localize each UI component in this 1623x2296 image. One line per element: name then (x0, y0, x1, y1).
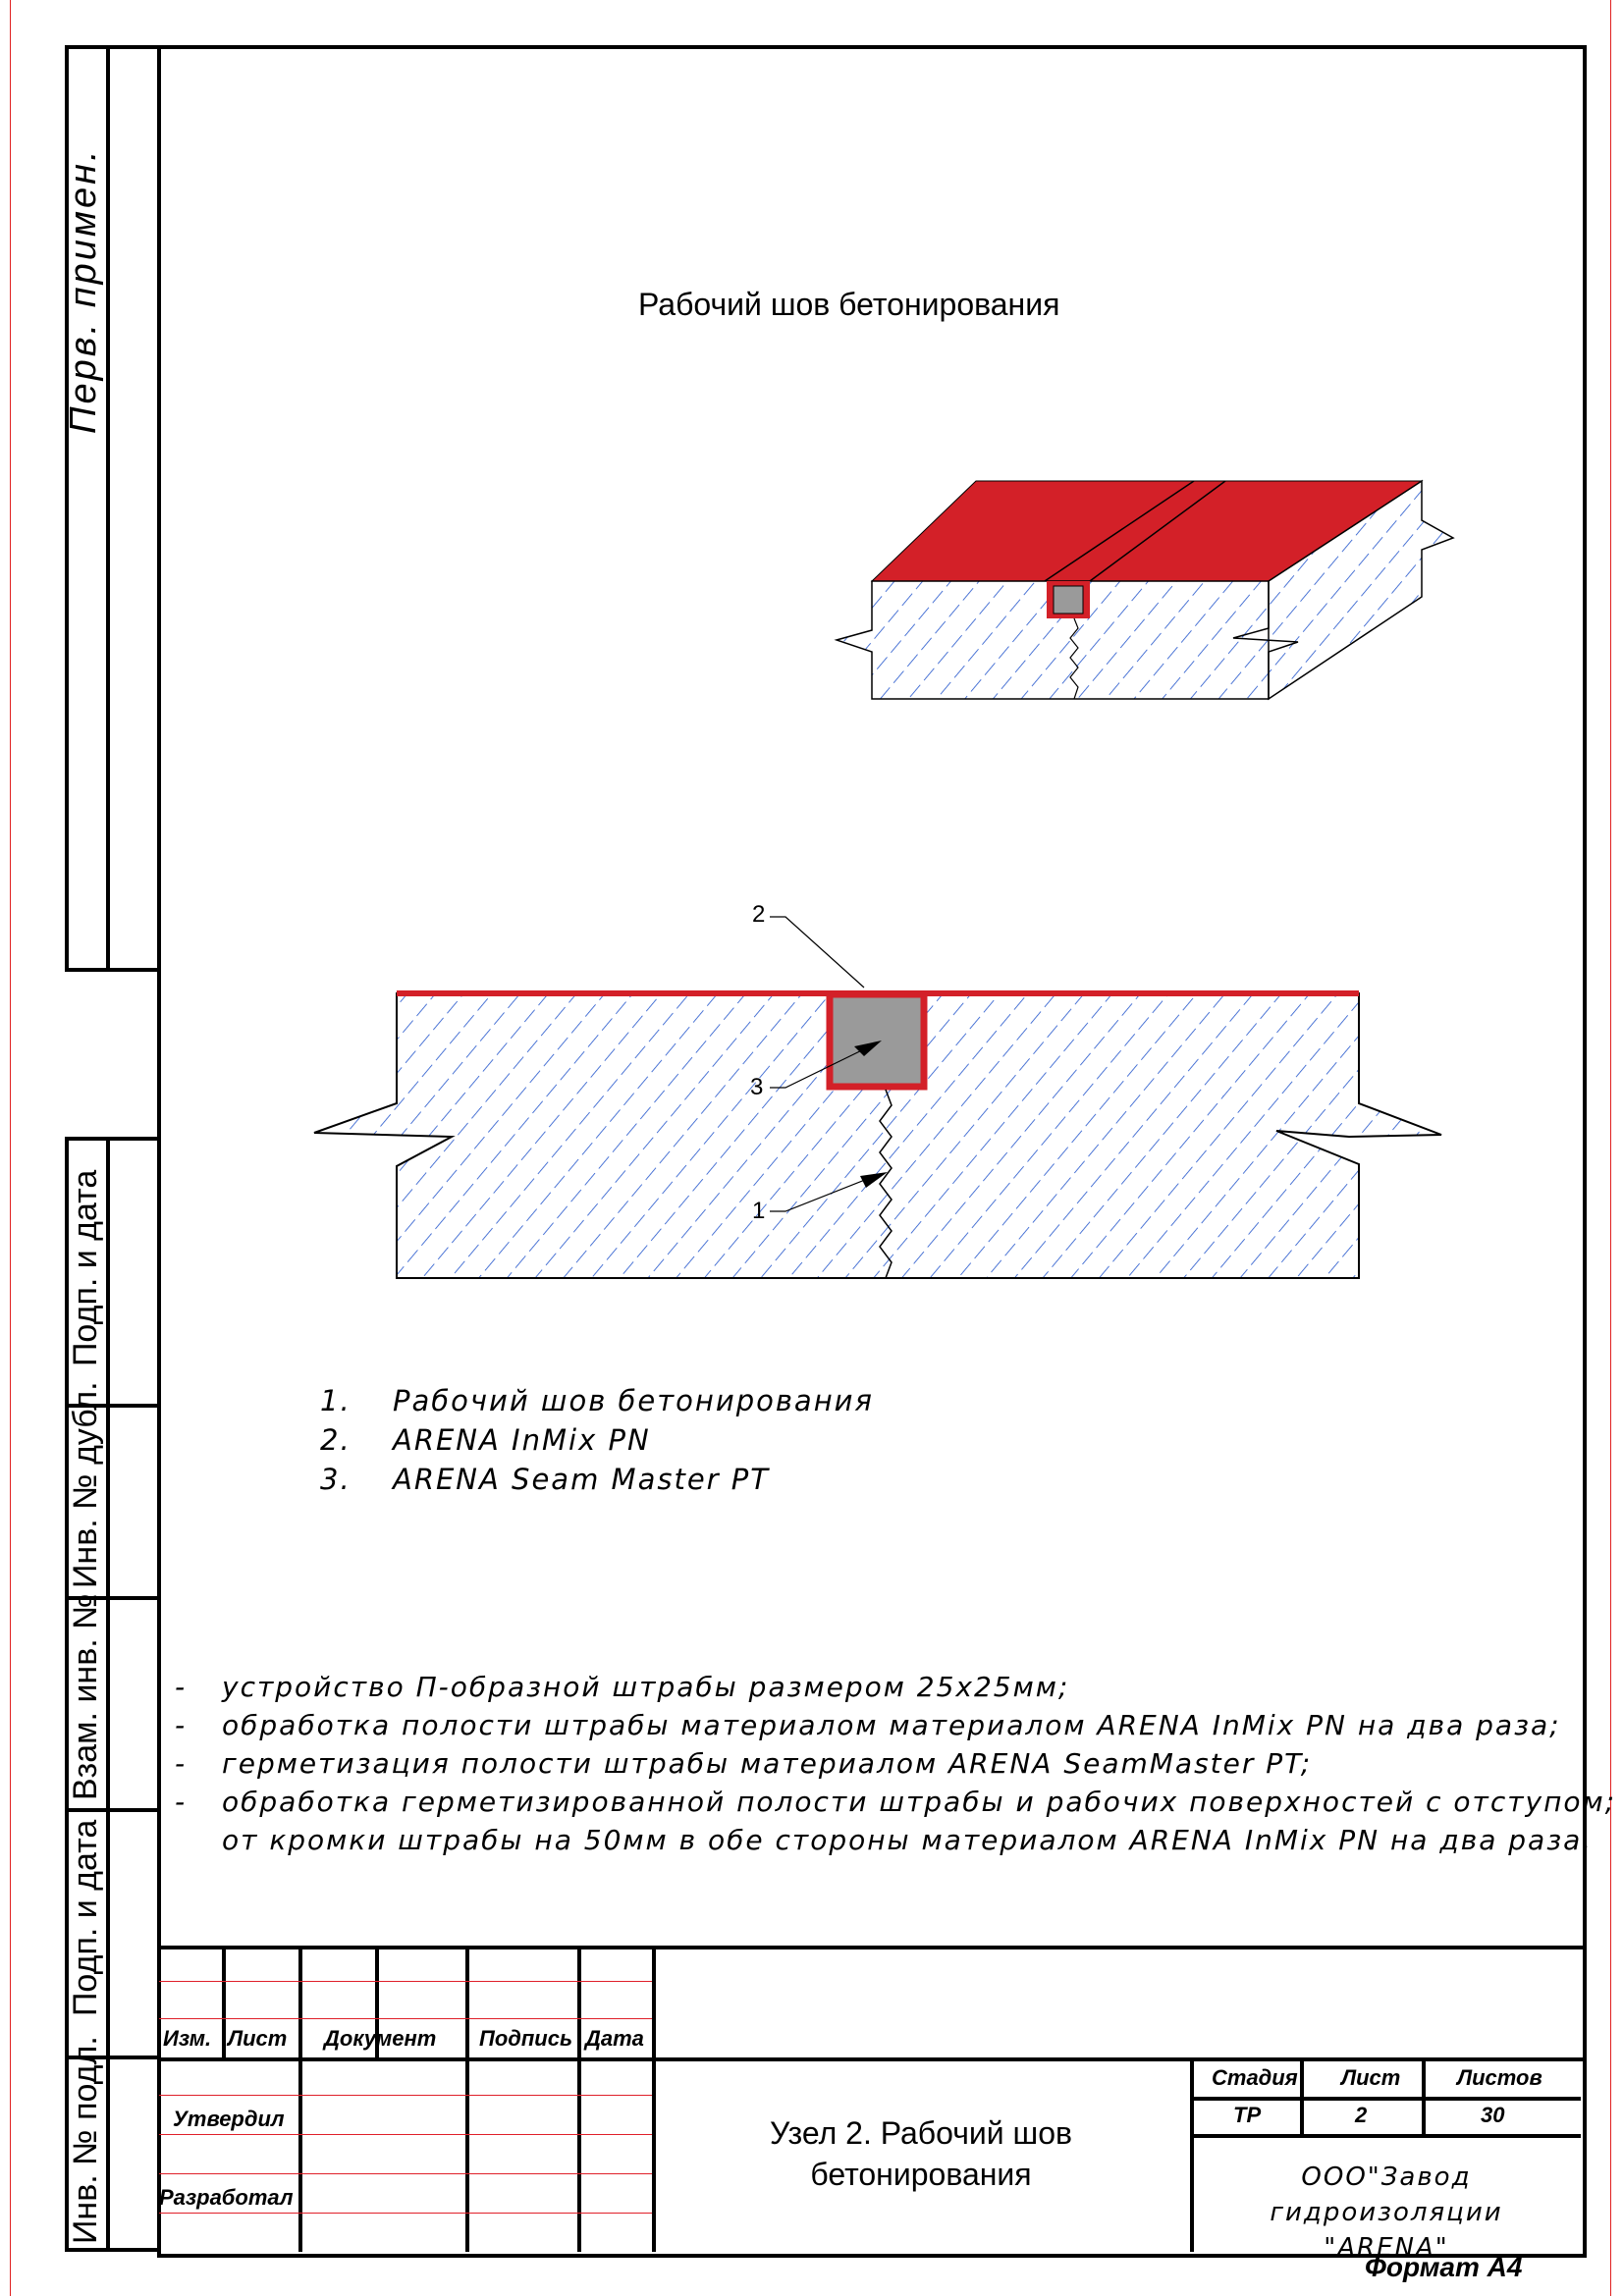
note-2 (175, 1709, 1561, 1741)
tb-company (1190, 2160, 1583, 2266)
note-dash: - (175, 1709, 188, 1741)
tb-stage-header: Стадия (1212, 2065, 1298, 2090)
side-label-podp-data-top: Подп. и дата (67, 1169, 104, 1366)
tb-stage-row-2 (1190, 2134, 1581, 2138)
iso-groove-sealant (1054, 586, 1083, 614)
tb-stage-row-1 (1190, 2097, 1581, 2101)
tb-role-razrabotal: Разработал (159, 2185, 294, 2210)
legend-text: Рабочий шов бетонирования (393, 1384, 874, 1417)
title-block-top (157, 1946, 1583, 1949)
tb-title-line-1: Узел 2. Рабочий шов (770, 2115, 1072, 2151)
legend-num: 2. (320, 1423, 352, 1457)
note-text: от кромки штрабы на 50мм в обе стороны материалом ARENA InMix PN на два раза. (222, 1824, 1594, 1856)
note-3 (175, 1747, 1312, 1780)
tb-header-list: Лист (228, 2026, 288, 2051)
side-label-inv-dubl: Инв. № дубл. (67, 1381, 104, 1588)
callout-3: 3 (750, 1074, 764, 1100)
legend-item-1 (320, 1384, 874, 1417)
side-label-podp-data-bottom: Подп. и дата (67, 1819, 104, 2016)
tb-header-podpis: Подпись (479, 2026, 573, 2051)
legend-item-3 (320, 1463, 770, 1496)
side-label-inv-podl: Инв. № подл. (67, 2036, 104, 2244)
tb-col-4 (465, 1946, 469, 2252)
tb-red-row-1 (159, 1981, 652, 1982)
tb-document-title (652, 2057, 1190, 2250)
legend-text: ARENA Seam Master PT (393, 1463, 771, 1496)
tb-col-5 (577, 1946, 581, 2252)
tb-sheet-value: 2 (1355, 2103, 1368, 2127)
note-dash: - (175, 1747, 188, 1780)
tb-header-document: Документ (324, 2026, 437, 2051)
side-label-vzam-inv: Взам. инв. № (67, 1593, 104, 1800)
tb-red-row-5 (159, 2173, 652, 2174)
tb-red-row-3 (159, 2095, 652, 2096)
side-label-perv-primen: Перв. примен. (63, 147, 104, 434)
tb-sheets-header: Листов (1457, 2065, 1542, 2090)
drawing-title: Рабочий шов бетонирования (638, 287, 1060, 322)
legend-num: 1. (320, 1384, 352, 1417)
legend-text: ARENA InMix PN (393, 1423, 651, 1457)
callout-2: 2 (752, 901, 766, 928)
tb-red-row-6 (159, 2213, 652, 2214)
section-view (314, 917, 1441, 1278)
legend-num: 3. (320, 1463, 352, 1496)
tb-red-row-4 (159, 2134, 652, 2135)
callout-1: 1 (752, 1198, 766, 1224)
tb-company-line-1: ООО"Завод гидроизоляции (1270, 2163, 1503, 2227)
tb-role-utverdil: Утвердил (173, 2107, 285, 2131)
tb-sheet-header: Лист (1341, 2065, 1401, 2090)
tb-stage-value: ТР (1233, 2103, 1262, 2127)
tb-company-line-2: "ARENA" (1324, 2233, 1449, 2263)
note-text: устройство П-образной штрабы размером 25х25мм; (222, 1671, 1070, 1703)
note-1 (175, 1671, 1069, 1703)
tb-col-2 (298, 1946, 302, 2252)
note-4 (175, 1786, 1616, 1818)
tb-title-line-2: бетонирования (810, 2157, 1032, 2192)
note-dash: - (175, 1671, 188, 1703)
tb-red-row-2 (159, 2018, 652, 2019)
leader-2 (770, 917, 864, 988)
note-text: обработка герметизированной полости штрабы и рабочих поверхностей с отступом; (222, 1786, 1617, 1818)
tb-col-1-top (222, 1946, 226, 2059)
note-dash: - (175, 1786, 188, 1818)
tb-format: Формат А4 (1365, 2252, 1523, 2282)
legend-item-2 (320, 1423, 651, 1457)
tb-header-data: Дата (585, 2026, 644, 2051)
tb-sheets-value: 30 (1481, 2103, 1505, 2127)
note-text: герметизация полости штрабы материалом ARENA SeamMaster PT; (222, 1747, 1313, 1780)
note-text: обработка полости штрабы материалом материалом ARENA InMix PN на два раза; (222, 1709, 1561, 1741)
isometric-view (837, 481, 1453, 699)
note-5 (175, 1824, 1593, 1856)
tb-header-izm: Изм. (163, 2026, 212, 2051)
section-groove-sealant (830, 994, 924, 1087)
